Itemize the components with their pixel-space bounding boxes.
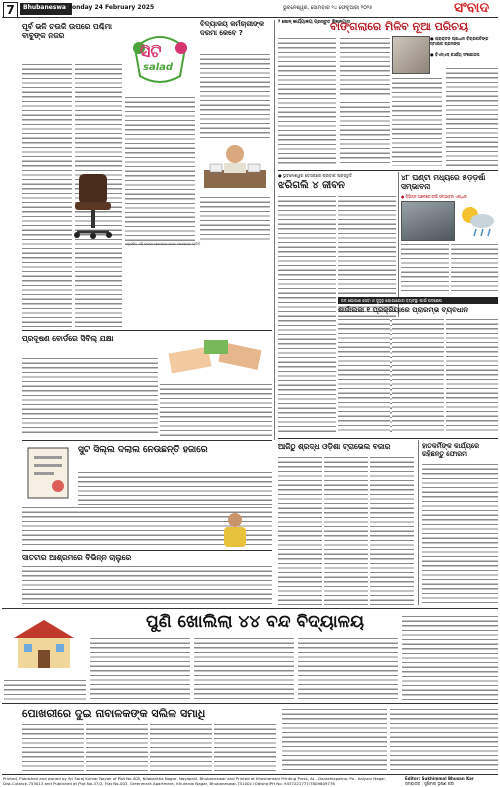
school-headline: ପୁଣି ଖୋଲିଲା ୪୪ ବନ୍ଦ ବିଦ୍ୟାଳୟ — [146, 612, 364, 632]
lead-headline: ବାଙ୍ଗଲାରେ ମିଳିବ ନୂଆ ପରିଚୟ — [330, 20, 469, 33]
lead-body-1 — [278, 36, 336, 166]
fire-body-1 — [278, 194, 336, 434]
bottom-body-2 — [86, 722, 148, 772]
lead-body-5 — [340, 100, 390, 166]
officer-illustration — [200, 140, 270, 192]
lead-kicker: ୨ ଜୋନ୍‌ କାର୍ଯ୍ୟାଳୟ ପ୍ରସ୍ତୁତ ଶିଳାନ୍ୟାସ — [278, 20, 350, 25]
fire-kicker: ● ଭୁବନେଶ୍ୱର ଡେସ୍କରେ ପ୍ରତୀକ ପ୍ରସ୍ତୁତି — [278, 173, 353, 178]
lead-photo — [392, 36, 430, 74]
left-top-headline: ପୂର୍ବ ଭଳି ଚଉକି ଉପରେ ପଶ୍ଚିମା ବାବୁଙ୍କ ନଜର — [22, 22, 112, 40]
lead-body-3 — [392, 76, 442, 166]
document-illustration — [22, 444, 74, 502]
siti-body-1 — [200, 52, 270, 140]
dalal-body-1 — [78, 470, 272, 510]
rain-body-1 — [401, 242, 449, 294]
chair-illustration — [65, 170, 120, 242]
lead-body-4 — [446, 66, 498, 166]
school-body-1 — [4, 678, 86, 700]
school-illustration — [4, 614, 84, 674]
rain-body-3 — [338, 317, 390, 434]
masthead-logo: ସଂବାଦ — [454, 0, 490, 16]
vendor-rule — [22, 550, 272, 551]
school-body-5 — [402, 614, 498, 700]
kalikanya-headline: ହାତକର୍ମିଙ୍କ କାର୍ଯ୍ୟରେ ରହିଛନ୍ତୁ ଫୋରମ — [422, 442, 480, 458]
bottom-body-1 — [22, 722, 84, 772]
imprint-line-1: Printed, Published and owned by Sri Saroj Kumar Nayak of Plot No.405, Nilakantha Nagar, Nayapalli, Bhubaneswar and Printed at Kheshamani Printing Press, At - Darakhiapatna, Po - Kalyani Nagar, — [3, 775, 387, 781]
col-divider — [274, 20, 275, 440]
dalal-headline: ସୁଟ ସିଲ୍ଲ ଦଲାଲ ନେଉଛନ୍ତି ହଜାରେ — [78, 445, 208, 455]
imprint-line-2: Dist-Cuttack-753013 and Published at Plot No-37/2, Flat No-003, Greenmark Apartment, Khurarda Nagar, Bhubaneswar-751001 (Odisha)PH No. 9437221777/7809809776 — [3, 780, 335, 786]
lead-body-2 — [340, 36, 390, 96]
odisha-body-2 — [324, 455, 368, 605]
vendor-body — [22, 564, 272, 604]
weather-icon — [456, 201, 498, 239]
vendor-headline: ସାତଟାର ଆଶ୍ରମରେ ବିଭିନ୍ନ ଚାଲୁରେ — [22, 553, 132, 562]
school-body-4 — [298, 636, 398, 700]
page-number: 7 — [3, 2, 18, 18]
date-odia: ଭୁବନେଶ୍ୱର, ସୋମବାର ୨୪ ଫେବୃଆରୀ ୨୦୨୫ — [283, 5, 373, 11]
bottom-headline: ପୋଖରୀରେ ଦୁଇ ନାବାଳକଙ୍କ ସଲିଳ ସମାଧି — [22, 707, 206, 720]
bar-kicker: ଜଳ ଯୋଗାଣ ସେବା ଓ ସୁଦୃଢ଼ ଯୋଗାଯୋଗ ବ୍ୟବସ୍ଥା ପାଇଁ ପଦକ୍ଷେପ — [338, 297, 498, 304]
date-english: Monday 24 February 2025 — [66, 4, 155, 11]
mid-rule — [278, 438, 498, 439]
siti-side-text: ଏଥିସହିତ ଏହି ଦରମା ପ୍ରସଙ୍ଗ ନେଇ ଆଲୋଚନା ଚାଲିଛି — [125, 242, 201, 246]
bottom-body-6 — [390, 707, 498, 772]
siti-word: ସିଟି — [140, 42, 162, 61]
board-headline: ପ୍ରଦୂଷଣ ବୋର୍ଡରେ ସିବିଲ୍‌ ଯକ୍ଷା — [22, 334, 114, 343]
rain-body-4 — [392, 317, 444, 434]
rain-sub-headline: ଶାର୍ଜାଲକା ୧ ପ୍ରକ୍ରିୟାରେ ପ୍ରାରମ୍ଭ ବ୍ୟବଧାନ — [338, 306, 469, 314]
bullet-one: ● ପ୍ରାକ୍ତନ ପ୍ରଧାନ ବିଚାରପତିଙ୍କ ସ୍ମାରକ ପ୍ରସଙ୍ଗ — [430, 36, 489, 46]
city-label: Bhubaneswar — [20, 3, 72, 15]
odisha-body-1 — [278, 455, 322, 605]
siti-body-3 — [200, 195, 270, 240]
salad-word: salad — [143, 62, 174, 73]
siti-headline: ବିଦ୍ୟାଳୟ କର୍ମଚାରୀଙ୍କ ଦରମା କେବେ ? — [200, 20, 265, 37]
lead-rule — [278, 170, 498, 171]
man-illustration — [200, 510, 270, 550]
header-rule — [2, 17, 498, 18]
rain-kicker: ● ବିଭିନ୍ନ ଅଞ୍ଚଳରେ ବର୍ଷା ସମ୍ଭାବନା ଏକାଧିକ — [401, 194, 467, 199]
school-rule — [2, 608, 498, 609]
editor-name-odia: ସମ୍ପାଦକ : ସୁଖିମଲ ଭୂଷଣ କର — [405, 780, 454, 786]
bottom-body-5 — [282, 707, 387, 772]
hands-illustration — [160, 332, 272, 380]
kali-divider — [418, 440, 419, 605]
editor-name: Editor: Sukhimmal Bhusan Kar — [405, 775, 474, 781]
siti-body-2 — [125, 95, 195, 245]
page-header — [0, 0, 500, 18]
school-body-3 — [194, 636, 294, 700]
rain-body-5 — [446, 317, 498, 434]
bottom-body-3 — [150, 722, 212, 772]
rain-body-2 — [451, 242, 498, 294]
dalal-rule — [22, 440, 272, 441]
board-body-2 — [160, 382, 272, 436]
bullet-two: ● ବିଏସ୍‌ଏସ୍‌ କାର୍ଯ୍ୟ ସଂଯୋଜନା — [430, 52, 480, 57]
rain-photo — [401, 201, 455, 241]
fire-headline: ଝରିଗଲି ୪ ଜୀବନ — [278, 180, 345, 191]
siti-salad-logo — [125, 28, 195, 90]
odisha-headline: ଆଜିଠୁ ଶ୍ରଦ୍ଧ ଓଡ଼ିଶା ଟ୍ରାଭେଲ ବଜାର — [278, 442, 391, 451]
bottom-rule — [2, 703, 498, 704]
odisha-body-3 — [370, 455, 414, 605]
board-body — [22, 356, 158, 436]
board-rule — [22, 330, 272, 331]
school-body-2 — [90, 636, 190, 700]
rain-headline: ୪୮ ଘଣ୍ଟା ମଧ୍ୟରେ ୫ଡ଼ଡ଼ର୍ଷା ସମ୍ଭାବନା — [401, 173, 486, 191]
kalikanya-body — [422, 462, 498, 605]
bottom-body-4 — [214, 722, 276, 772]
